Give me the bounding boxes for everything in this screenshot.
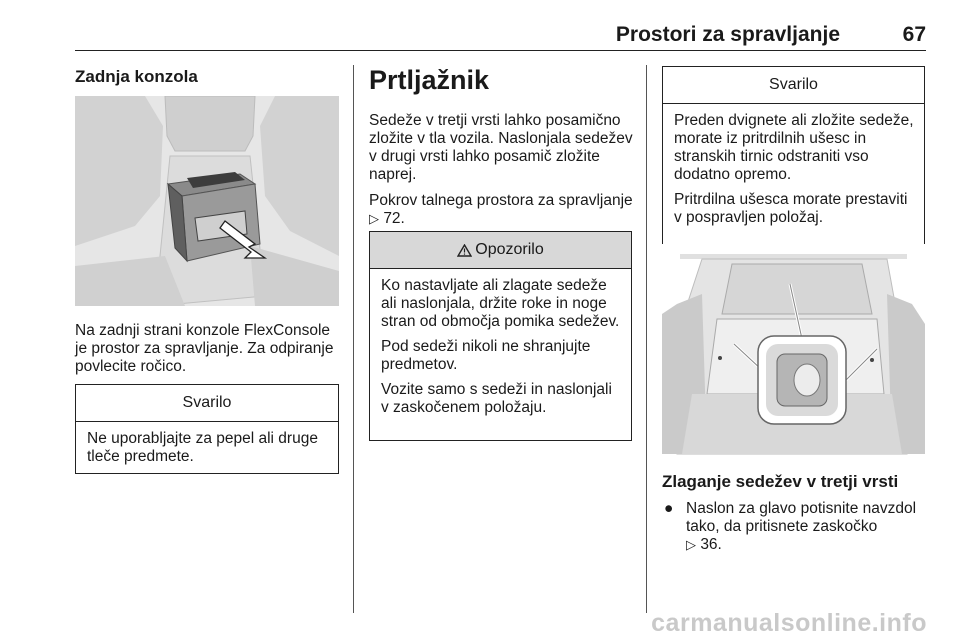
section-heading-trunk: Prtljažnik: [369, 65, 490, 95]
notice-text: Ne uporabljajte za pepel ali druge tleče predmete.: [87, 430, 318, 465]
warning-paragraph: Ko nastavljate ali zlagate sedeže ali naslonjala, držite roke in noge stran od območja pomika sedežev.: [381, 277, 620, 330]
notice-title: Svarilo: [76, 385, 338, 422]
bullet-list: [664, 500, 930, 554]
notice-body: [663, 104, 924, 240]
floor-cover-reference: [369, 192, 634, 228]
reference-page: 36.: [700, 536, 722, 553]
page-reference-icon: ▷: [369, 211, 379, 226]
warning-box: [369, 231, 632, 441]
trunk-text: [369, 112, 634, 236]
warning-body: [370, 269, 631, 430]
notice-title: Svarilo: [663, 67, 924, 104]
reference-text: Pokrov talnega prostora za spravljanje: [369, 192, 633, 209]
reference-page: 72.: [383, 210, 405, 227]
notice-box-ashtray: [75, 384, 339, 474]
warning-paragraph: Pod sedeži nikoli ne shranjujte predmetov.: [381, 338, 591, 373]
rear-console-illustration: [75, 96, 339, 306]
bullet-icon: ●: [664, 500, 674, 517]
warning-header: [370, 232, 631, 269]
subheading-third-row: Zlaganje sedežev v tretji vrsti: [662, 472, 899, 491]
header-divider: [75, 50, 926, 51]
watermark: carmanualsonline.info: [651, 609, 927, 637]
column-divider-left: [353, 65, 354, 613]
notice-paragraph: Preden dvignete ali zložite sedeže, morate iz pritrdilnih ušesc in stranskih tirnic odstraniti vso dodatno opremo.: [674, 112, 914, 183]
warning-triangle-icon: [457, 244, 472, 257]
warning-paragraph: Vozite samo s sedeži in naslonjali v zaskočenem položaju.: [381, 381, 612, 416]
trunk-paragraph: Sedeže v tretji vrsti lahko posamično zložite v tla vozila. Naslonjala sedežev v drugi vrsti lahko posamič zložite naprej.: [369, 112, 633, 183]
section-heading-rear-console: Zadnja konzola: [75, 67, 198, 86]
page-header-title: Prostori za spravljanje: [615, 23, 840, 46]
notice-paragraph: Pritrdilna ušesca morate prestaviti v pospravljen položaj.: [674, 191, 908, 226]
notice-box-equipment: [662, 66, 925, 262]
list-item: [664, 500, 930, 554]
page-number: 67: [902, 23, 926, 46]
rear-console-paragraph: Na zadnji strani konzole FlexConsole je prostor za spravljanje. Za odpiranje povlecite ročico.: [75, 322, 334, 375]
warning-title: Opozorilo: [475, 241, 544, 258]
column-divider-right: [646, 65, 647, 613]
bullet-text: [686, 500, 930, 554]
page-reference-icon: ▷: [686, 537, 696, 552]
bullet-body: Naslon za glavo potisnite navzdol tako, da pritisnete zaskočko: [686, 500, 917, 535]
trunk-illustration: [662, 244, 925, 456]
